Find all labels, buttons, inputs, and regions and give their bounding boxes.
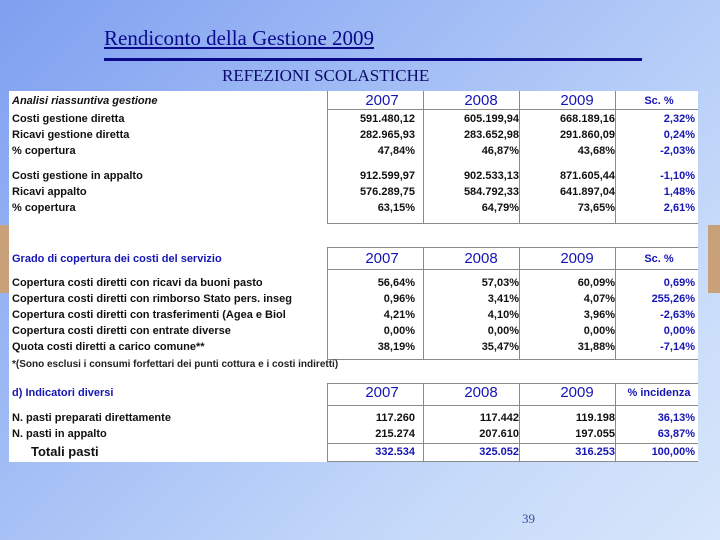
grid-line — [327, 109, 698, 110]
value-2007: 4,21% — [383, 309, 415, 321]
value-2009: 43,68% — [577, 145, 615, 157]
total-incidence: 100,00% — [651, 446, 695, 458]
value-2008: 902.533,13 — [463, 170, 519, 182]
value-2008: 57,03% — [481, 277, 519, 289]
value-2007: 38,19% — [377, 341, 415, 353]
year-header: 2007 — [365, 250, 399, 267]
value-2009: 119.198 — [575, 412, 615, 424]
table-row — [9, 410, 698, 426]
value-2008: 3,41% — [487, 293, 519, 305]
table-row — [9, 143, 698, 159]
value-2008: 605.199,94 — [463, 113, 519, 125]
table-row — [9, 184, 698, 200]
value-2008: 117.442 — [479, 412, 519, 424]
value-2007: 117.260 — [375, 412, 415, 424]
section-title: Grado di copertura dei costi del servizio — [12, 253, 222, 265]
value-2007: 282.965,93 — [359, 129, 415, 141]
value-2009: 291.860,09 — [559, 129, 615, 141]
table-row — [9, 291, 698, 307]
value-2007: 56,64% — [377, 277, 415, 289]
slide-title: Rendiconto della Gestione 2009 — [104, 26, 375, 50]
value-2009: 668.189,16 — [559, 113, 615, 125]
value-2009: 641.897,04 — [559, 186, 615, 198]
year-header: 2007 — [365, 92, 399, 109]
year-header: 2008 — [464, 250, 498, 267]
section-header-row — [9, 251, 698, 267]
footnote-row — [9, 357, 698, 373]
change-value: -7,14% — [660, 341, 695, 353]
title-rule — [104, 58, 642, 61]
value-2009: 4,07% — [583, 293, 615, 305]
value-2009: 60,09% — [577, 277, 615, 289]
value-2008: 35,47% — [481, 341, 519, 353]
table-row — [9, 111, 698, 127]
table-row — [9, 127, 698, 143]
row-label: Copertura costi diretti con ricavi da buoni pasto — [12, 277, 263, 289]
grid-line — [327, 247, 698, 248]
value-2009: 871.605,44 — [559, 170, 615, 182]
year-header: 2009 — [560, 250, 594, 267]
incidence-value: 36,13% — [657, 412, 695, 424]
row-label: N. pasti preparati direttamente — [12, 412, 171, 424]
row-label: Quota costi diretti a carico comune** — [12, 341, 205, 353]
change-value: 0,24% — [663, 129, 695, 141]
year-header: 2009 — [560, 92, 594, 109]
change-value: 2,61% — [663, 202, 695, 214]
spreadsheet-table — [9, 91, 698, 462]
table-row — [9, 323, 698, 339]
table-row — [9, 200, 698, 216]
value-2008: 0,00% — [487, 325, 519, 337]
value-2008: 4,10% — [487, 309, 519, 321]
totals-label: Totali pasti — [31, 444, 99, 459]
total-2008: 325.052 — [479, 446, 519, 458]
year-header: 2008 — [464, 384, 498, 401]
value-2007: 0,00% — [383, 325, 415, 337]
change-value: -1,10% — [660, 170, 695, 182]
year-header: 2009 — [560, 384, 594, 401]
row-label: % copertura — [12, 202, 76, 214]
year-header: 2008 — [464, 92, 498, 109]
table-row — [9, 307, 698, 323]
change-header: Sc. % — [644, 253, 674, 265]
year-header: 2007 — [365, 384, 399, 401]
footnote: *(Sono esclusi i consumi forfettari dei punti cottura e i costi indiretti) — [12, 359, 339, 370]
change-value: 0,00% — [663, 325, 695, 337]
row-label: Copertura costi diretti con trasferimenti (Agea e Biol — [12, 309, 286, 321]
row-label: Copertura costi diretti con rimborso Stato pers. inseg — [12, 293, 292, 305]
section-title: Analisi riassuntiva gestione — [12, 95, 158, 107]
value-2009: 73,65% — [577, 202, 615, 214]
row-label: Copertura costi diretti con entrate diverse — [12, 325, 231, 337]
table-row — [9, 168, 698, 184]
value-2008: 64,79% — [481, 202, 519, 214]
totals-row — [9, 444, 698, 460]
grid-line — [327, 461, 698, 462]
value-2008: 283.652,98 — [463, 129, 519, 141]
change-value: -2,63% — [660, 309, 695, 321]
value-2007: 576.289,75 — [359, 186, 415, 198]
grid-line — [327, 269, 698, 270]
value-2008: 584.792,33 — [463, 186, 519, 198]
value-2007: 912.599,97 — [359, 170, 415, 182]
row-label: N. pasti in appalto — [12, 428, 107, 440]
change-value: -2,03% — [660, 145, 695, 157]
row-label: Ricavi appalto — [12, 186, 87, 198]
value-2009: 197.055 — [575, 428, 615, 440]
page-number: 39 — [522, 511, 535, 526]
grid-line — [327, 223, 698, 224]
section-header-row — [9, 385, 698, 401]
change-value: 0,69% — [663, 277, 695, 289]
value-2007: 47,84% — [377, 145, 415, 157]
value-2007: 0,96% — [383, 293, 415, 305]
total-2009: 316.253 — [575, 446, 615, 458]
value-2009: 0,00% — [583, 325, 615, 337]
row-label: % copertura — [12, 145, 76, 157]
row-label: Costi gestione in appalto — [12, 170, 143, 182]
change-value: 2,32% — [663, 113, 695, 125]
change-value: 1,48% — [663, 186, 695, 198]
slide-subtitle: REFEZIONI SCOLASTICHE — [222, 66, 430, 85]
section-title: d) Indicatori diversi — [12, 387, 114, 399]
value-2007: 215.274 — [375, 428, 415, 440]
incidence-header: % incidenza — [627, 387, 691, 399]
value-2009: 3,96% — [583, 309, 615, 321]
table-row — [9, 426, 698, 442]
value-2008: 46,87% — [481, 145, 519, 157]
table-row — [9, 275, 698, 291]
change-value: 255,26% — [651, 293, 695, 305]
value-2008: 207.610 — [479, 428, 519, 440]
section-header-row — [9, 93, 698, 109]
value-2009: 31,88% — [577, 341, 615, 353]
value-2007: 591.480,12 — [359, 113, 415, 125]
incidence-value: 63,87% — [657, 428, 695, 440]
value-2007: 63,15% — [377, 202, 415, 214]
row-label: Ricavi gestione diretta — [12, 129, 130, 141]
row-label: Costi gestione diretta — [12, 113, 125, 125]
grid-line — [327, 405, 698, 406]
side-tab-right — [708, 225, 720, 293]
total-2007: 332.534 — [375, 446, 415, 458]
table-row — [9, 339, 698, 355]
change-header: Sc. % — [644, 95, 674, 107]
